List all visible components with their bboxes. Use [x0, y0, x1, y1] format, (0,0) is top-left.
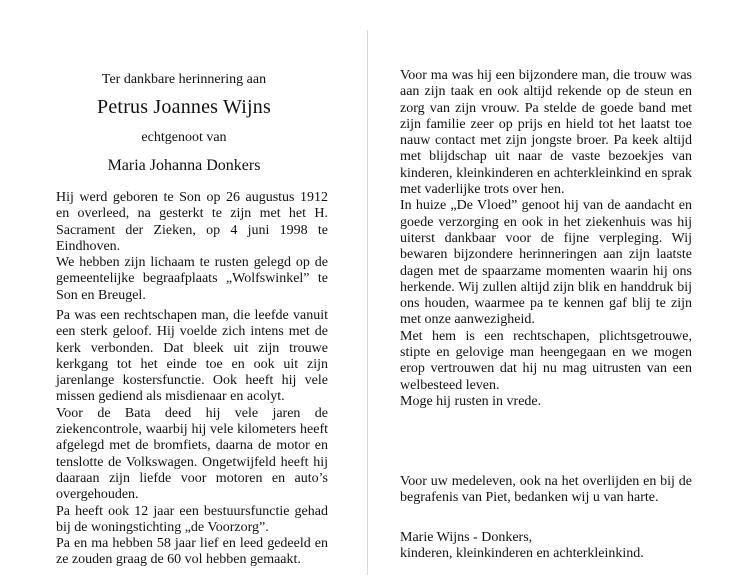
remembrance-text: Voor ma was hij een bijzondere man, die trouw was aan zijn taak en ook altijd rekende op de steun en zorg van zijn vrouw. Pa stelde de goede band met zijn familie zeer op prijs en hield tot het laatst toe nauw contact met zijn jongste broer. Pa keek altijd met blijdschap uit naar de vaste bezoekjes van kinderen, kleinkinderen en achterkleinkind en sprak met vaderlijke trots over hen.: [400, 68, 692, 198]
signature-family: kinderen, kleinkinderen en achterkleinkind.: [400, 546, 644, 562]
remembrance-text: In huize „De Vloed” genoot hij van de aandacht en goede verzorging en ook in het ziekenhuis was hij uiterst dankbaar voor de fijne verpleging. Wij bewaren bijzondere herinneringen aan zijn laatste dagen met de spaarzame momenten waarin hij ons herkende. Wij zullen altijd zijn blik en handdruk bij ons houden, waarmee pa te kennen gaf blij te zijn met onze aanwezigheid.: [400, 198, 692, 328]
remembrance-text: Met hem is een rechtschapen, plichtsgetrouwe, stipte en gelovige man heengegaan en we mogen erop vertrouwen dat hij nu mag uitrusten van een welbesteed leven.: [400, 328, 692, 393]
burial-text: We hebben zijn lichaam te rusten gelegd op de gemeentelijke begraafplaats „Wolfswinkel” te Son en Breugel.: [56, 255, 328, 303]
life-text: Pa heeft ook 12 jaar een bestuursfunctie gehad bij de woningstichting „de Voorzorg”.: [56, 503, 328, 535]
signature-block: [400, 530, 692, 563]
relation-line: echtgenoot van: [141, 130, 227, 145]
life-text: Pa en ma hebben 58 jaar lief en leed gedeeld en ze zouden graag de 60 vol hebben gemaakt.: [56, 536, 328, 568]
remembrance-paragraphs: [400, 68, 692, 410]
farewell-text: Moge hij rusten in vrede.: [400, 393, 542, 409]
spouse-name: Maria Johanna Donkers: [107, 157, 261, 174]
bio-paragraph: [56, 190, 328, 304]
bio-text: Hij werd geboren te Son op 26 augustus 1912 en overleed, na gesterkt te zijn met het H. Sacrament der Zieken, op 4 juni 1998 te Eindhoven.: [56, 190, 328, 254]
life-text: Voor de Bata deed hij vele jaren de ziekencontrole, waarbij hij vele kilometers heeft afgelegd met de bromfiets, daarna de motor en tenslotte de Volkswagen. Ongetwijfeld heeft hij daaraan zijn liefde voor motoren en auto’s overgehouden.: [56, 405, 328, 503]
signature-name: Marie Wijns - Donkers,: [400, 530, 533, 545]
thanks-paragraph: [400, 474, 692, 507]
deceased-name: Petrus Joannes Wijns: [97, 96, 271, 118]
intro-line: Ter dankbare herinnering aan: [101, 72, 267, 87]
life-text: Pa was een rechtschapen man, die leefde vanuit een sterk geloof. Hij voelde zich intens met de kerk verbonden. Dat bleek uit zijn trouwe kerkgang tot het einde toe en ook uit zijn jarenlange kostersfunctie. Ook heeft hij vele missen gediend als misdienaar en acolyt.: [56, 308, 328, 405]
thanks-text: Voor uw medeleven, ook na het overlijden en bij de begrafenis van Piet, bedanken wij u van harte.: [400, 474, 692, 506]
life-paragraphs: [56, 308, 328, 569]
